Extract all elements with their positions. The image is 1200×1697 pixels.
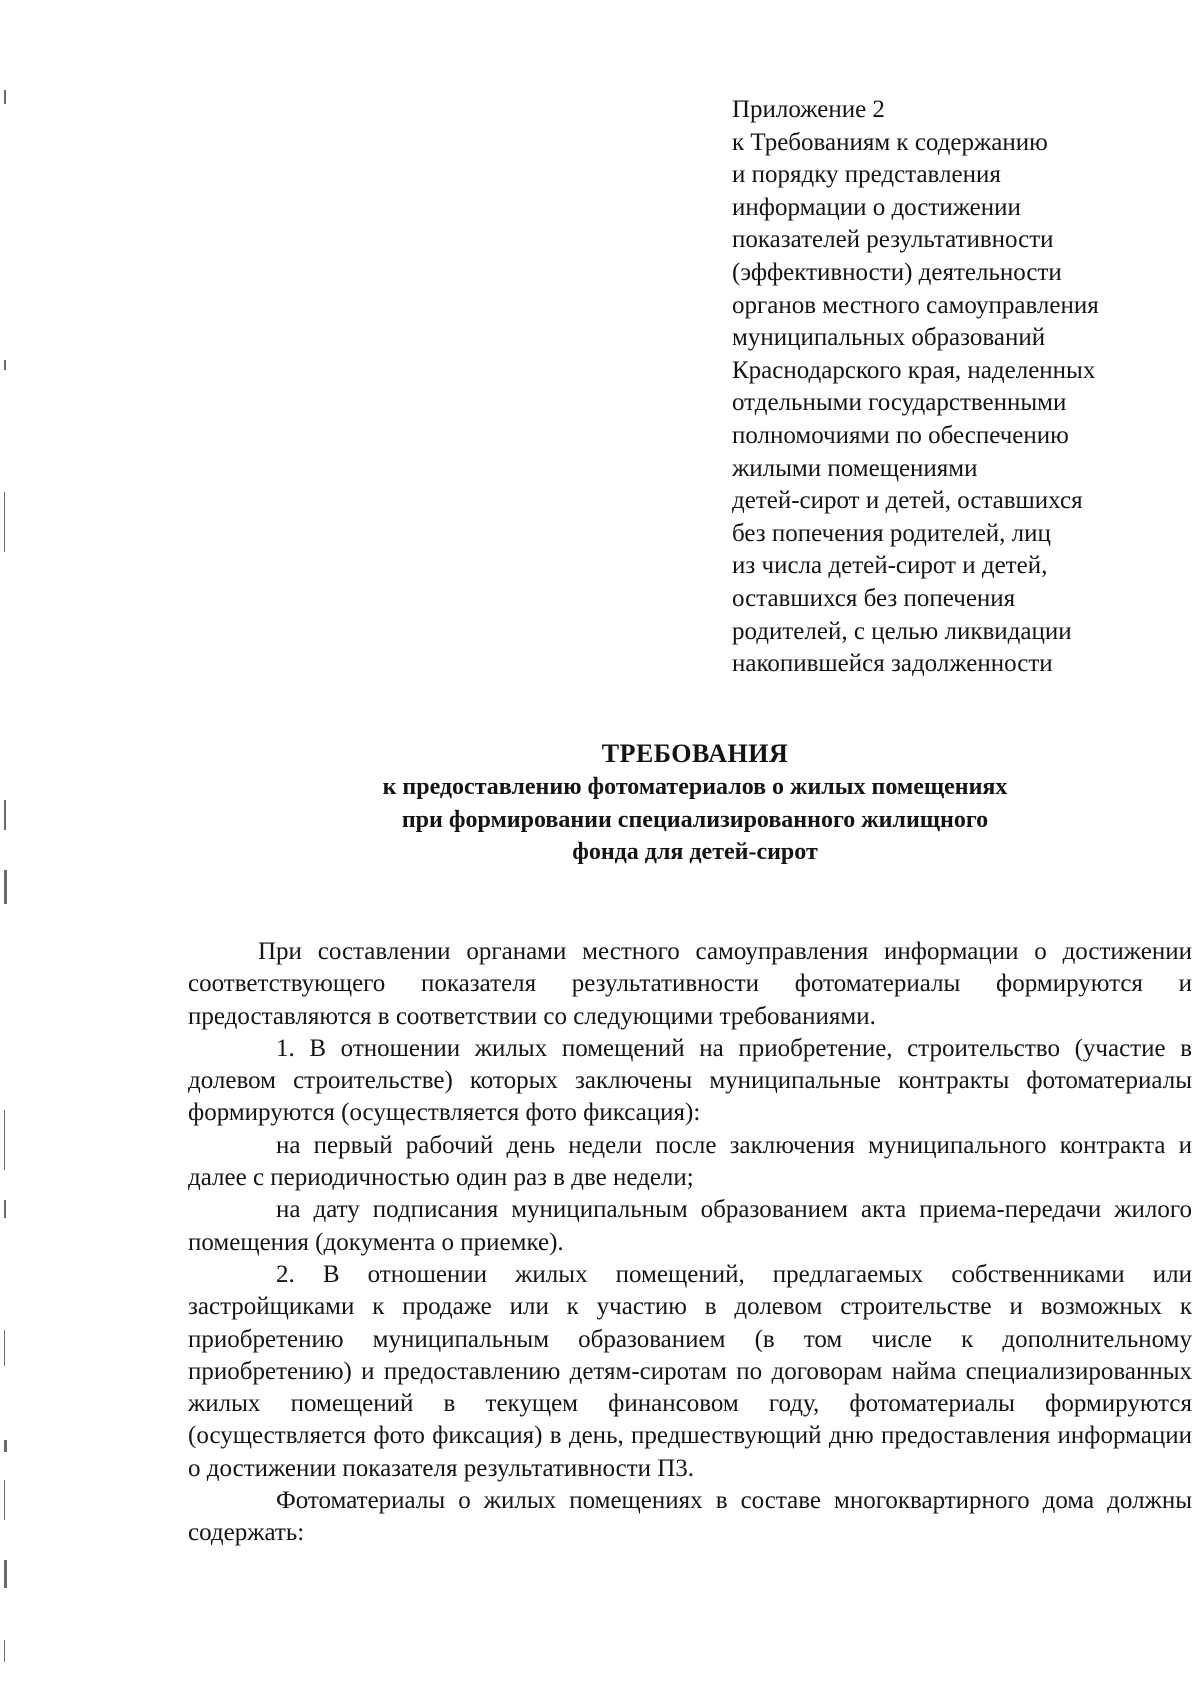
appendix-line: накопившейся задолженности — [732, 650, 1053, 678]
body-paragraph-subitem: на дату подписания муниципальным образованием акта приема-передачи жилого помещения (документа о приемке). — [188, 1196, 1192, 1256]
title-subline: к предоставлению фотоматериалов о жилых помещениях — [382, 774, 1008, 800]
appendix-line: жилыми помещениями — [732, 454, 978, 482]
title-main: ТРЕБОВАНИЯ — [601, 739, 789, 768]
appendix-line: к Требованиям к содержанию — [732, 128, 1048, 156]
appendix-line: Приложение 2 — [732, 96, 885, 123]
title-subline: фонда для детей-сирот — [572, 839, 818, 865]
appendix-line: органов местного самоуправления — [732, 291, 1099, 319]
appendix-line: детей-сирот и детей, оставшихся — [732, 487, 1083, 515]
appendix-line: полномочиями по обеспечению — [732, 421, 1069, 449]
appendix-line: (эффективности) деятельности — [732, 258, 1062, 286]
appendix-line: муниципальных образований — [732, 324, 1046, 352]
document-title — [190, 737, 1200, 869]
document-body — [188, 936, 1192, 1550]
appendix-line: родителей, с целью ликвидации — [732, 617, 1072, 645]
body-paragraph-intro: При составлении органами местного самоуправления информации о достижении соответствующего показателя результативности фотоматериалы формируются и предоставляются в соответствии со следующими требованиями. — [188, 938, 1192, 1030]
scan-edge-artifacts — [0, 0, 14, 1697]
body-paragraph-item-2: 2. В отношении жилых помещений, предлагаемых собственниками или застройщиками к продаже или к участию в долевом строительстве и возможных к приобретению муниципальным образованием (в том числе к дополнительному приобретению) и предоставлению детям-сиротам по договорам найма специализированных жилых помещений в текущем финансовом году, фотоматериалы формируются (осуществляется фото фиксация) в день, предшествующий дню предоставления информации о достижении показателя результативности П3. — [188, 1260, 1192, 1482]
appendix-line: из числа детей-сирот и детей, — [732, 552, 1048, 580]
appendix-line: и порядку представления — [732, 161, 1001, 189]
appendix-line: без попечения родителей, лиц — [732, 519, 1051, 547]
appendix-line: показателей результативности — [732, 226, 1054, 254]
body-paragraph-closing: Фотоматериалы о жилых помещениях в составе многоквартирного дома должны содержать: — [188, 1487, 1192, 1547]
body-paragraph-subitem: на первый рабочий день недели после заключения муниципального контракта и далее с периодичностью один раз в две недели; — [188, 1131, 1192, 1192]
body-paragraph-item-1: 1. В отношении жилых помещений на приобретение, строительство (участие в долевом строительстве) которых заключены муниципальные контракты фотоматериалы формируются (осуществляется фото фиксация): — [188, 1034, 1192, 1127]
appendix-line: Краснодарского края, наделенных — [732, 356, 1096, 384]
appendix-line: информации о достижении — [732, 193, 1021, 221]
title-subline: при формировании специализированного жилищного — [401, 806, 989, 833]
appendix-line: оставшихся без попечения — [732, 584, 1016, 612]
appendix-line: отдельными государственными — [732, 389, 1067, 417]
appendix-heading — [732, 94, 1172, 681]
